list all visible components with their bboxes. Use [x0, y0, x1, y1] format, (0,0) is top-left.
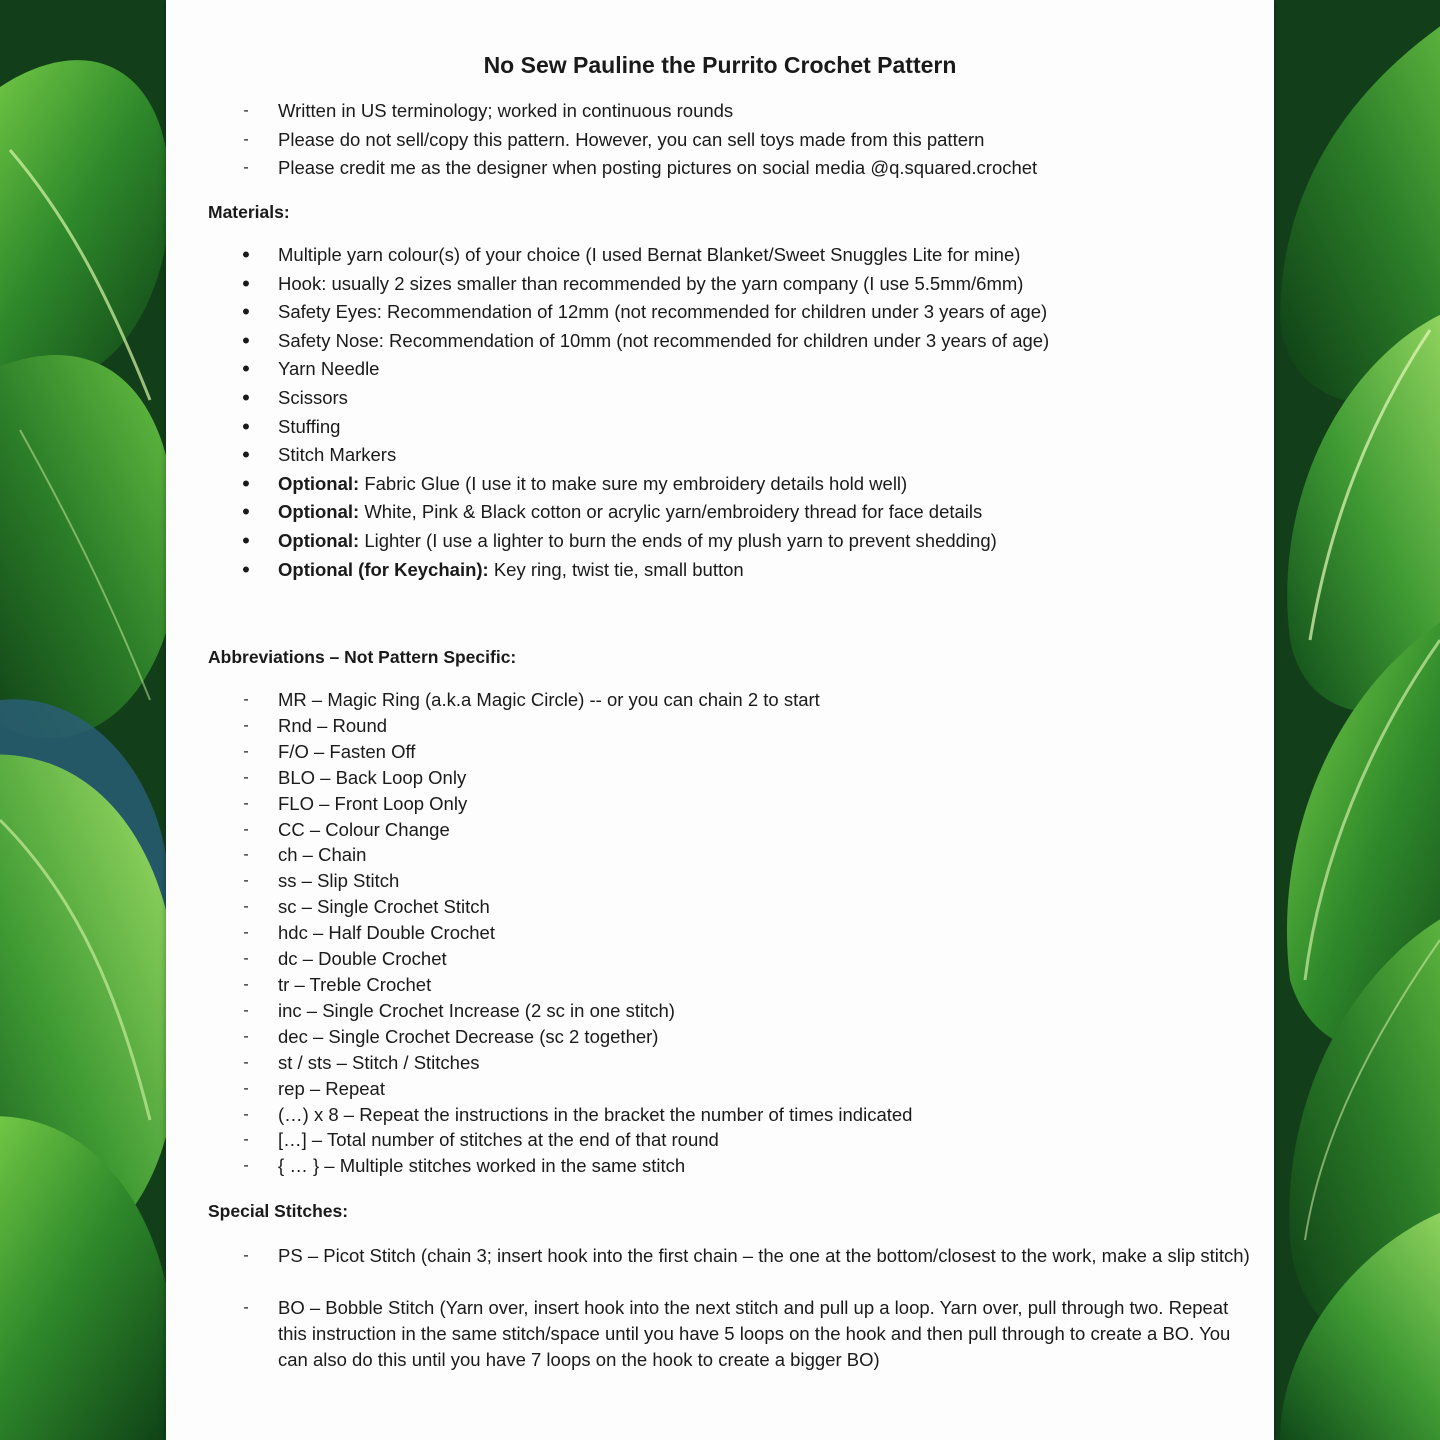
material-item: • Optional (for Keychain): Key ring, twist tie, small button — [166, 556, 1274, 585]
abbreviation-item: - st / sts – Stitch / Stitches — [166, 1050, 1274, 1076]
materials-heading: Materials: — [208, 202, 290, 222]
dash-marker: - — [243, 716, 249, 734]
abbreviation-item: - inc – Single Crochet Increase (2 sc in one stitch) — [166, 998, 1274, 1024]
abbreviation-item: - dc – Double Crochet — [166, 946, 1274, 972]
dash-marker: - — [243, 768, 249, 786]
dash-marker: - — [243, 1027, 249, 1045]
intro-note-text: Written in US terminology; worked in continuous rounds — [278, 100, 734, 121]
abbreviation-item: - tr – Treble Crochet — [166, 972, 1274, 998]
abbreviation-item: - Rnd – Round — [166, 713, 1274, 739]
material-item: • Safety Eyes: Recommendation of 12mm (not recommended for children under 3 years of age) — [166, 298, 1274, 327]
material-item: • Optional: Fabric Glue (I use it to make sure my embroidery details hold well) — [166, 470, 1274, 499]
pattern-document-page — [166, 0, 1274, 1440]
bullet-marker: • — [242, 470, 250, 496]
dash-marker: - — [243, 846, 249, 864]
abbreviation-item: - (…) x 8 – Repeat the instructions in the bracket the number of times indicated — [166, 1102, 1274, 1128]
dash-marker: - — [243, 691, 249, 708]
abbreviation-item: - dec – Single Crochet Decrease (sc 2 together) — [166, 1024, 1274, 1050]
special-stitches-list — [166, 1243, 1274, 1373]
special-stitch-item: - PS – Picot Stitch (chain 3; insert hook into the first chain – the one at the bottom/closest to the work, make a slip stitch) — [166, 1243, 1274, 1269]
abbreviation-item: - FLO – Front Loop Only — [166, 791, 1274, 817]
intro-note-text: Please do not sell/copy this pattern. However, you can sell toys made from this pattern — [278, 128, 985, 150]
intro-note — [166, 126, 1274, 155]
special-stitch-item: - BO – Bobble Stitch (Yarn over, insert hook into the next stitch and pull up a loop. Yarn over, pull through two. Repeat this instruction in the same stitch/space until you have 5 loops on the hook and then pull through to create a BO. You can also do this until you have 7 loops on the hook to create a bigger BO) — [166, 1295, 1274, 1373]
bullet-marker: • — [242, 356, 250, 382]
dash-marker: - — [243, 1157, 249, 1175]
intro-note — [166, 97, 1274, 126]
abbreviation-item: - rep – Repeat — [166, 1076, 1274, 1102]
material-item: • Stitch Markers — [166, 441, 1274, 470]
bullet-marker: • — [242, 527, 250, 553]
document-title: No Sew Pauline the Purrito Crochet Pattern — [483, 52, 957, 78]
material-item: • Safety Nose: Recommendation of 10mm (not recommended for children under 3 years of age) — [166, 327, 1274, 356]
material-item: • Multiple yarn colour(s) of your choice (I used Bernat Blanket/Sweet Snuggles Lite for mine) — [166, 241, 1274, 270]
material-item: • Yarn Needle — [166, 355, 1274, 384]
materials-list — [166, 241, 1274, 584]
dash-marker: - — [243, 975, 249, 993]
dash-marker: - — [243, 159, 249, 176]
abbreviations-list — [166, 687, 1274, 1179]
bullet-marker: • — [242, 242, 250, 267]
abbreviation-item: - F/O – Fasten Off — [166, 739, 1274, 765]
dash-marker: - — [243, 742, 249, 760]
abbreviation-item: - CC – Colour Change — [166, 817, 1274, 843]
intro-note — [166, 154, 1274, 183]
abbreviation-item: - […] – Total number of stitches at the end of that round — [166, 1127, 1274, 1153]
material-item: • Optional: White, Pink & Black cotton or acrylic yarn/embroidery thread for face details — [166, 498, 1274, 527]
dash-marker: - — [243, 872, 249, 890]
abbreviation-item: - MR – Magic Ring (a.k.a Magic Circle) -- or you can chain 2 to start — [166, 687, 1274, 713]
dash-marker: - — [243, 1001, 249, 1019]
abbreviation-item: - { … } – Multiple stitches worked in the same stitch — [166, 1153, 1274, 1179]
bullet-marker: • — [242, 442, 250, 468]
bullet-marker: • — [242, 270, 250, 296]
dash-marker: - — [243, 950, 249, 968]
material-item: • Optional: Lighter (I use a lighter to burn the ends of my plush yarn to prevent shedding) — [166, 527, 1274, 556]
bullet-marker: • — [242, 327, 250, 353]
abbreviation-item: - BLO – Back Loop Only — [166, 765, 1274, 791]
dash-marker: - — [243, 130, 249, 148]
dash-marker: - — [243, 820, 249, 838]
dash-marker: - — [243, 1105, 249, 1123]
dash-marker: - — [243, 102, 249, 119]
dash-marker: - — [243, 1131, 249, 1149]
dash-marker: - — [243, 1053, 249, 1071]
intro-notes-list — [166, 97, 1274, 183]
abbreviation-item: - hdc – Half Double Crochet — [166, 920, 1274, 946]
abbreviation-item: - ch – Chain — [166, 842, 1274, 868]
bullet-marker: • — [242, 499, 250, 525]
dash-marker: - — [243, 924, 249, 942]
abbreviations-heading: Abbreviations – Not Pattern Specific: — [208, 647, 517, 667]
dash-marker: - — [243, 794, 249, 812]
dash-marker: - — [243, 1247, 249, 1264]
dash-marker: - — [243, 1299, 249, 1316]
abbreviation-item: - ss – Slip Stitch — [166, 868, 1274, 894]
material-item: • Stuffing — [166, 413, 1274, 442]
bullet-marker: • — [242, 299, 250, 325]
intro-note-text: Please credit me as the designer when posting pictures on social media @q.squared.crochet — [278, 157, 1038, 178]
special-stitches-heading: Special Stitches: — [208, 1201, 349, 1221]
dash-marker: - — [243, 898, 249, 916]
material-item: • Hook: usually 2 sizes smaller than recommended by the yarn company (I use 5.5mm/6mm) — [166, 270, 1274, 299]
abbreviation-item: - sc – Single Crochet Stitch — [166, 894, 1274, 920]
bullet-marker: • — [242, 413, 250, 439]
bullet-marker: • — [242, 556, 250, 582]
material-item: • Scissors — [166, 384, 1274, 413]
bullet-marker: • — [242, 384, 250, 410]
dash-marker: - — [243, 1079, 249, 1097]
